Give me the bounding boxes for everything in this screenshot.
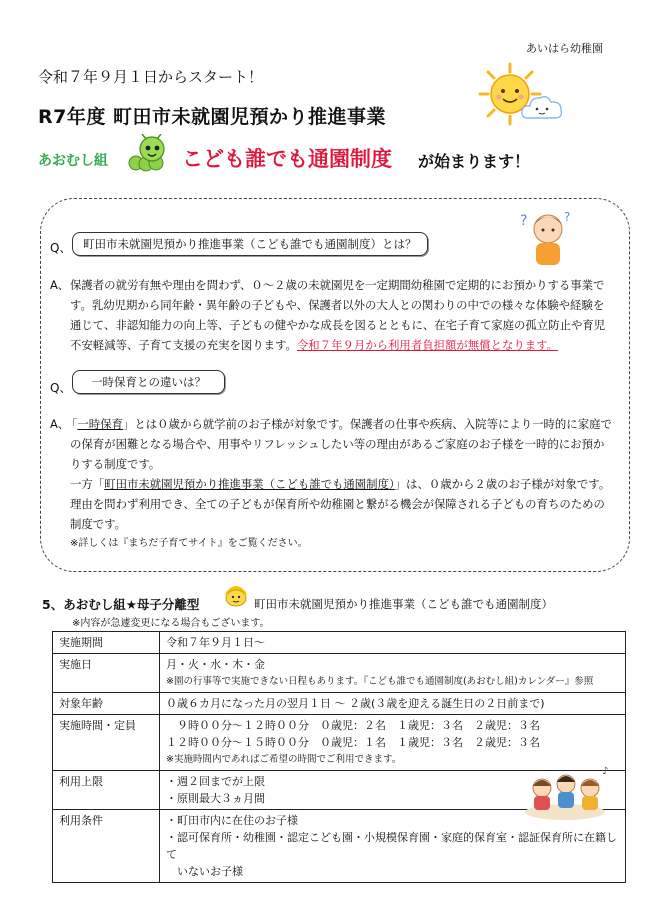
a2-line xyxy=(66,414,626,434)
row-value xyxy=(160,693,626,715)
section5-note: ※内容が急遽変更になる場合もございます。 xyxy=(72,618,270,629)
section5-subtitle: 町田市未就園児預かり推進事業（こども誰でも通園制度） xyxy=(254,597,553,611)
row-value-line: ・週２回までが上限 xyxy=(166,775,265,788)
svg-text:?: ? xyxy=(564,210,571,224)
q1-mark: Q、 xyxy=(50,241,72,255)
table-row xyxy=(53,693,626,715)
row-value-line: ・原則最大３ヵ月間 xyxy=(166,792,265,805)
a1-mark: A、 xyxy=(50,278,70,292)
a1-line: 保護者の就労有無や理由を問わず、０～２歳の未就園児を一定期間幼稚園で定期的にお預かりする事業で xyxy=(70,278,605,292)
row-label: 利用上限 xyxy=(53,771,160,810)
a2-line: 制度です。 xyxy=(70,517,127,531)
thinking-child-icon xyxy=(518,205,576,267)
a1-line-text: 不安軽減等、子育て支援の充実を図ります。 xyxy=(70,338,297,352)
a1-free-notice: 令和７年９月から利用者負担額が無償となります。 xyxy=(296,338,558,352)
row-value-line: １２時００分～１５時００分 ０歳児：１名 １歳児：３名 ２歳児：３名 xyxy=(166,736,540,749)
svg-text:♪: ♪ xyxy=(602,766,609,777)
row-label: 利用条件 xyxy=(53,810,160,883)
q1-question: 町田市未就園児預かり推進事業（こども誰でも通園制度）とは？ xyxy=(72,232,428,256)
a2-term-program: 町田市未就園児預かり推進事業（こども誰でも通園制度） xyxy=(104,477,395,491)
info-table xyxy=(52,631,626,883)
school-name: あいはら幼稚園 xyxy=(526,42,603,55)
a1-answer xyxy=(70,275,626,355)
table-row xyxy=(53,632,626,654)
a2-term-temporary-care: 一時保育 xyxy=(77,417,123,431)
a2-text: 」とは０歳から就学前のお子様が対象です。保護者の仕事や疾病、入院等により一時的に家庭で xyxy=(122,417,612,431)
start-date: 令和７年９月１日からスタート！ xyxy=(38,68,264,86)
section5-title: 5、あおむし組★母子分離型 xyxy=(42,597,200,612)
a2-note: ※詳しくは『まちだ子育てサイト』をご覧ください。 xyxy=(70,538,308,549)
row-label: 実施日 xyxy=(53,654,160,693)
row-value-line: ※実施時間内であればご希望の時間でご利用できます。 xyxy=(166,754,402,765)
a1-line xyxy=(70,335,626,355)
a1-line: す。乳幼児期から同年齢・異年齢の子どもや、保護者以外の大人との関わりの中での様々な体験や経験を xyxy=(70,298,605,312)
class-name: あおむし組 xyxy=(38,153,108,169)
row-value xyxy=(160,632,626,654)
a2-line: 理由を問わず利用でき、全ての子どもが保育所や幼稚園と繋がる機会が保障される子どもの育ちのための xyxy=(70,497,605,511)
a2-text: 「 xyxy=(66,417,78,431)
row-value-line: ※園の行事等で実施できない日程もあります。『こども誰でも通園制度(あおむし組)カレンダー』参照 xyxy=(166,676,594,687)
moon-character-icon xyxy=(222,581,250,607)
row-value-line: 令和７年９月１日～ xyxy=(166,636,265,649)
row-value-line: ・認可保育所・幼稚園・認定こども園・小規模保育園・家庭的保育室・認証保育所に在籍して xyxy=(166,831,617,861)
q2-mark: Q、 xyxy=(50,381,72,395)
headline-tail: が始まります！ xyxy=(418,152,531,171)
a2-line: りする制度です。 xyxy=(70,457,161,471)
row-value-line: ０歳６カ月になった月の翌月１日 ～ ２歳(３歳を迎える誕生日の２日前まで) xyxy=(166,697,545,710)
cloud-icon xyxy=(520,92,564,122)
page-title: R7年度 町田市未就園児預かり推進事業 xyxy=(38,106,386,128)
svg-text:?: ? xyxy=(520,213,528,229)
a2-answer xyxy=(66,414,626,554)
a2-line: の保育が困難となる場合や、用事やリフレッシュしたい等の理由があるご家庭のお子様を一時的にお預か xyxy=(70,437,605,451)
row-value-line: ・町田市内に在住のお子様 xyxy=(166,814,298,827)
row-value-line: 月・火・水・木・金 xyxy=(166,658,265,671)
row-value-line: ９時００分～１２時００分 ０歳児：２名 １歳児：３名 ２歳児：３名 xyxy=(166,719,540,732)
headline: こども誰でも通園制度 xyxy=(182,147,392,171)
children-playing-icon xyxy=(520,762,610,822)
table-row xyxy=(53,654,626,693)
row-label: 実施期間 xyxy=(53,632,160,654)
row-value xyxy=(160,654,626,693)
a2-text: 一方「 xyxy=(70,477,105,491)
a2-text: 」は、０歳から２歳のお子様が対象です。 xyxy=(394,477,611,491)
q2-question: 一時保育との違いは？ xyxy=(72,370,225,394)
a1-line: 通じて、非認知能力の向上等、子どもの健やかな成長を図るとともに、在宅子育て家庭の孤立防止や育児 xyxy=(70,318,606,332)
a2-line xyxy=(66,474,626,494)
a2-mark: A、 xyxy=(50,417,70,431)
caterpillar-icon xyxy=(126,134,174,172)
row-label: 対象年齢 xyxy=(53,693,160,715)
row-value-line: いないお子様 xyxy=(166,865,243,878)
row-label: 実施時間・定員 xyxy=(53,715,160,771)
